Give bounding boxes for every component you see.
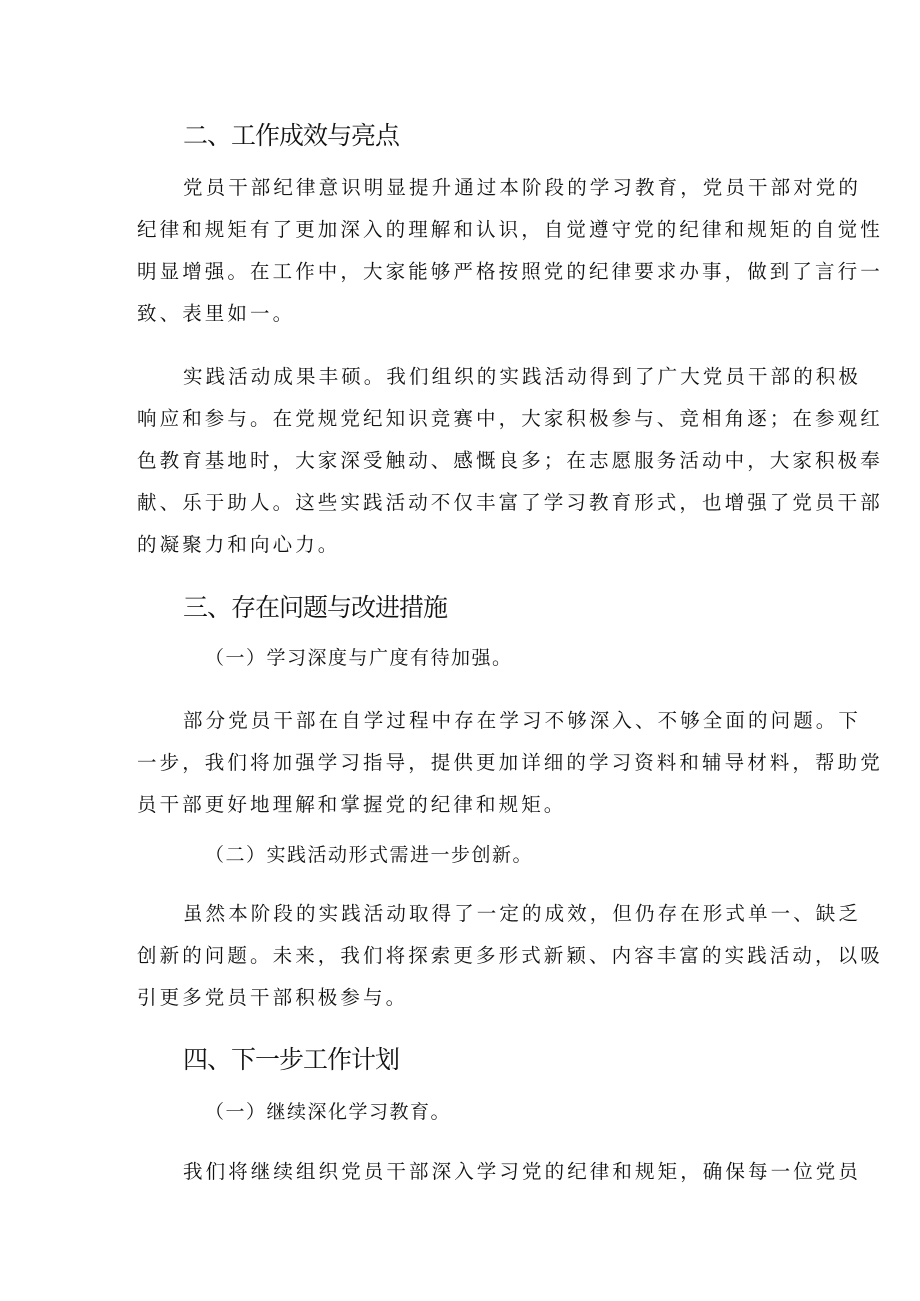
paragraph-line: 色教育基地时，大家深受触动、感慨良多；在志愿服务活动中，大家积极奉 — [137, 449, 883, 472]
paragraph-line: 纪律和规矩有了更加深入的理解和认识，自觉遵守党的纪律和规矩的自觉性 — [137, 218, 883, 241]
paragraph-line: 献、乐于助人。这些实践活动不仅丰富了学习教育形式，也增强了党员干部 — [137, 491, 883, 514]
subsection-title: （二）实践活动形式需进一步创新。 — [205, 844, 534, 866]
paragraph-line: 部分党员干部在自学过程中存在学习不够深入、不够全面的问题。下 — [183, 709, 862, 732]
subsection-title: （一）继续深化学习教育。 — [205, 1101, 452, 1123]
paragraph-line: 实践活动成果丰硕。我们组织的实践活动得到了广大党员干部的积极 — [183, 365, 862, 388]
paragraph-line: 致、表里如一。 — [137, 302, 296, 325]
paragraph-line: 党员干部纪律意识明显提升通过本阶段的学习教育，党员干部对党的 — [183, 176, 862, 199]
subsection-title: （一）学习深度与广度有待加强。 — [205, 647, 513, 669]
section-heading-achievements: 二、工作成效与亮点 — [183, 121, 400, 150]
paragraph-line: 创新的问题。未来，我们将探索更多形式新颖、内容丰富的实践活动，以吸 — [137, 944, 883, 967]
paragraph-line: 我们将继续组织党员干部深入学习党的纪律和规矩，确保每一位党员 — [183, 1160, 862, 1183]
paragraph-line: 的凝聚力和向心力。 — [137, 533, 341, 556]
paragraph-line: 响应和参与。在党规党纪知识竞赛中，大家积极参与、竞相角逐；在参观红 — [137, 407, 883, 430]
section-heading-problems: 三、存在问题与改进措施 — [183, 593, 448, 622]
paragraph-line: 一步，我们将加强学习指导，提供更加详细的学习资料和辅导材料，帮助党 — [137, 751, 883, 774]
paragraph-line: 引更多党员干部积极参与。 — [137, 986, 409, 1009]
paragraph-line: 员干部更好地理解和掌握党的纪律和规矩。 — [137, 793, 567, 816]
paragraph-line: 明显增强。在工作中，大家能够严格按照党的纪律要求办事，做到了言行一 — [137, 260, 883, 283]
paragraph-line: 虽然本阶段的实践活动取得了一定的成效，但仍存在形式单一、缺乏 — [183, 902, 862, 925]
section-heading-next-plan: 四、下一步工作计划 — [183, 1045, 400, 1074]
